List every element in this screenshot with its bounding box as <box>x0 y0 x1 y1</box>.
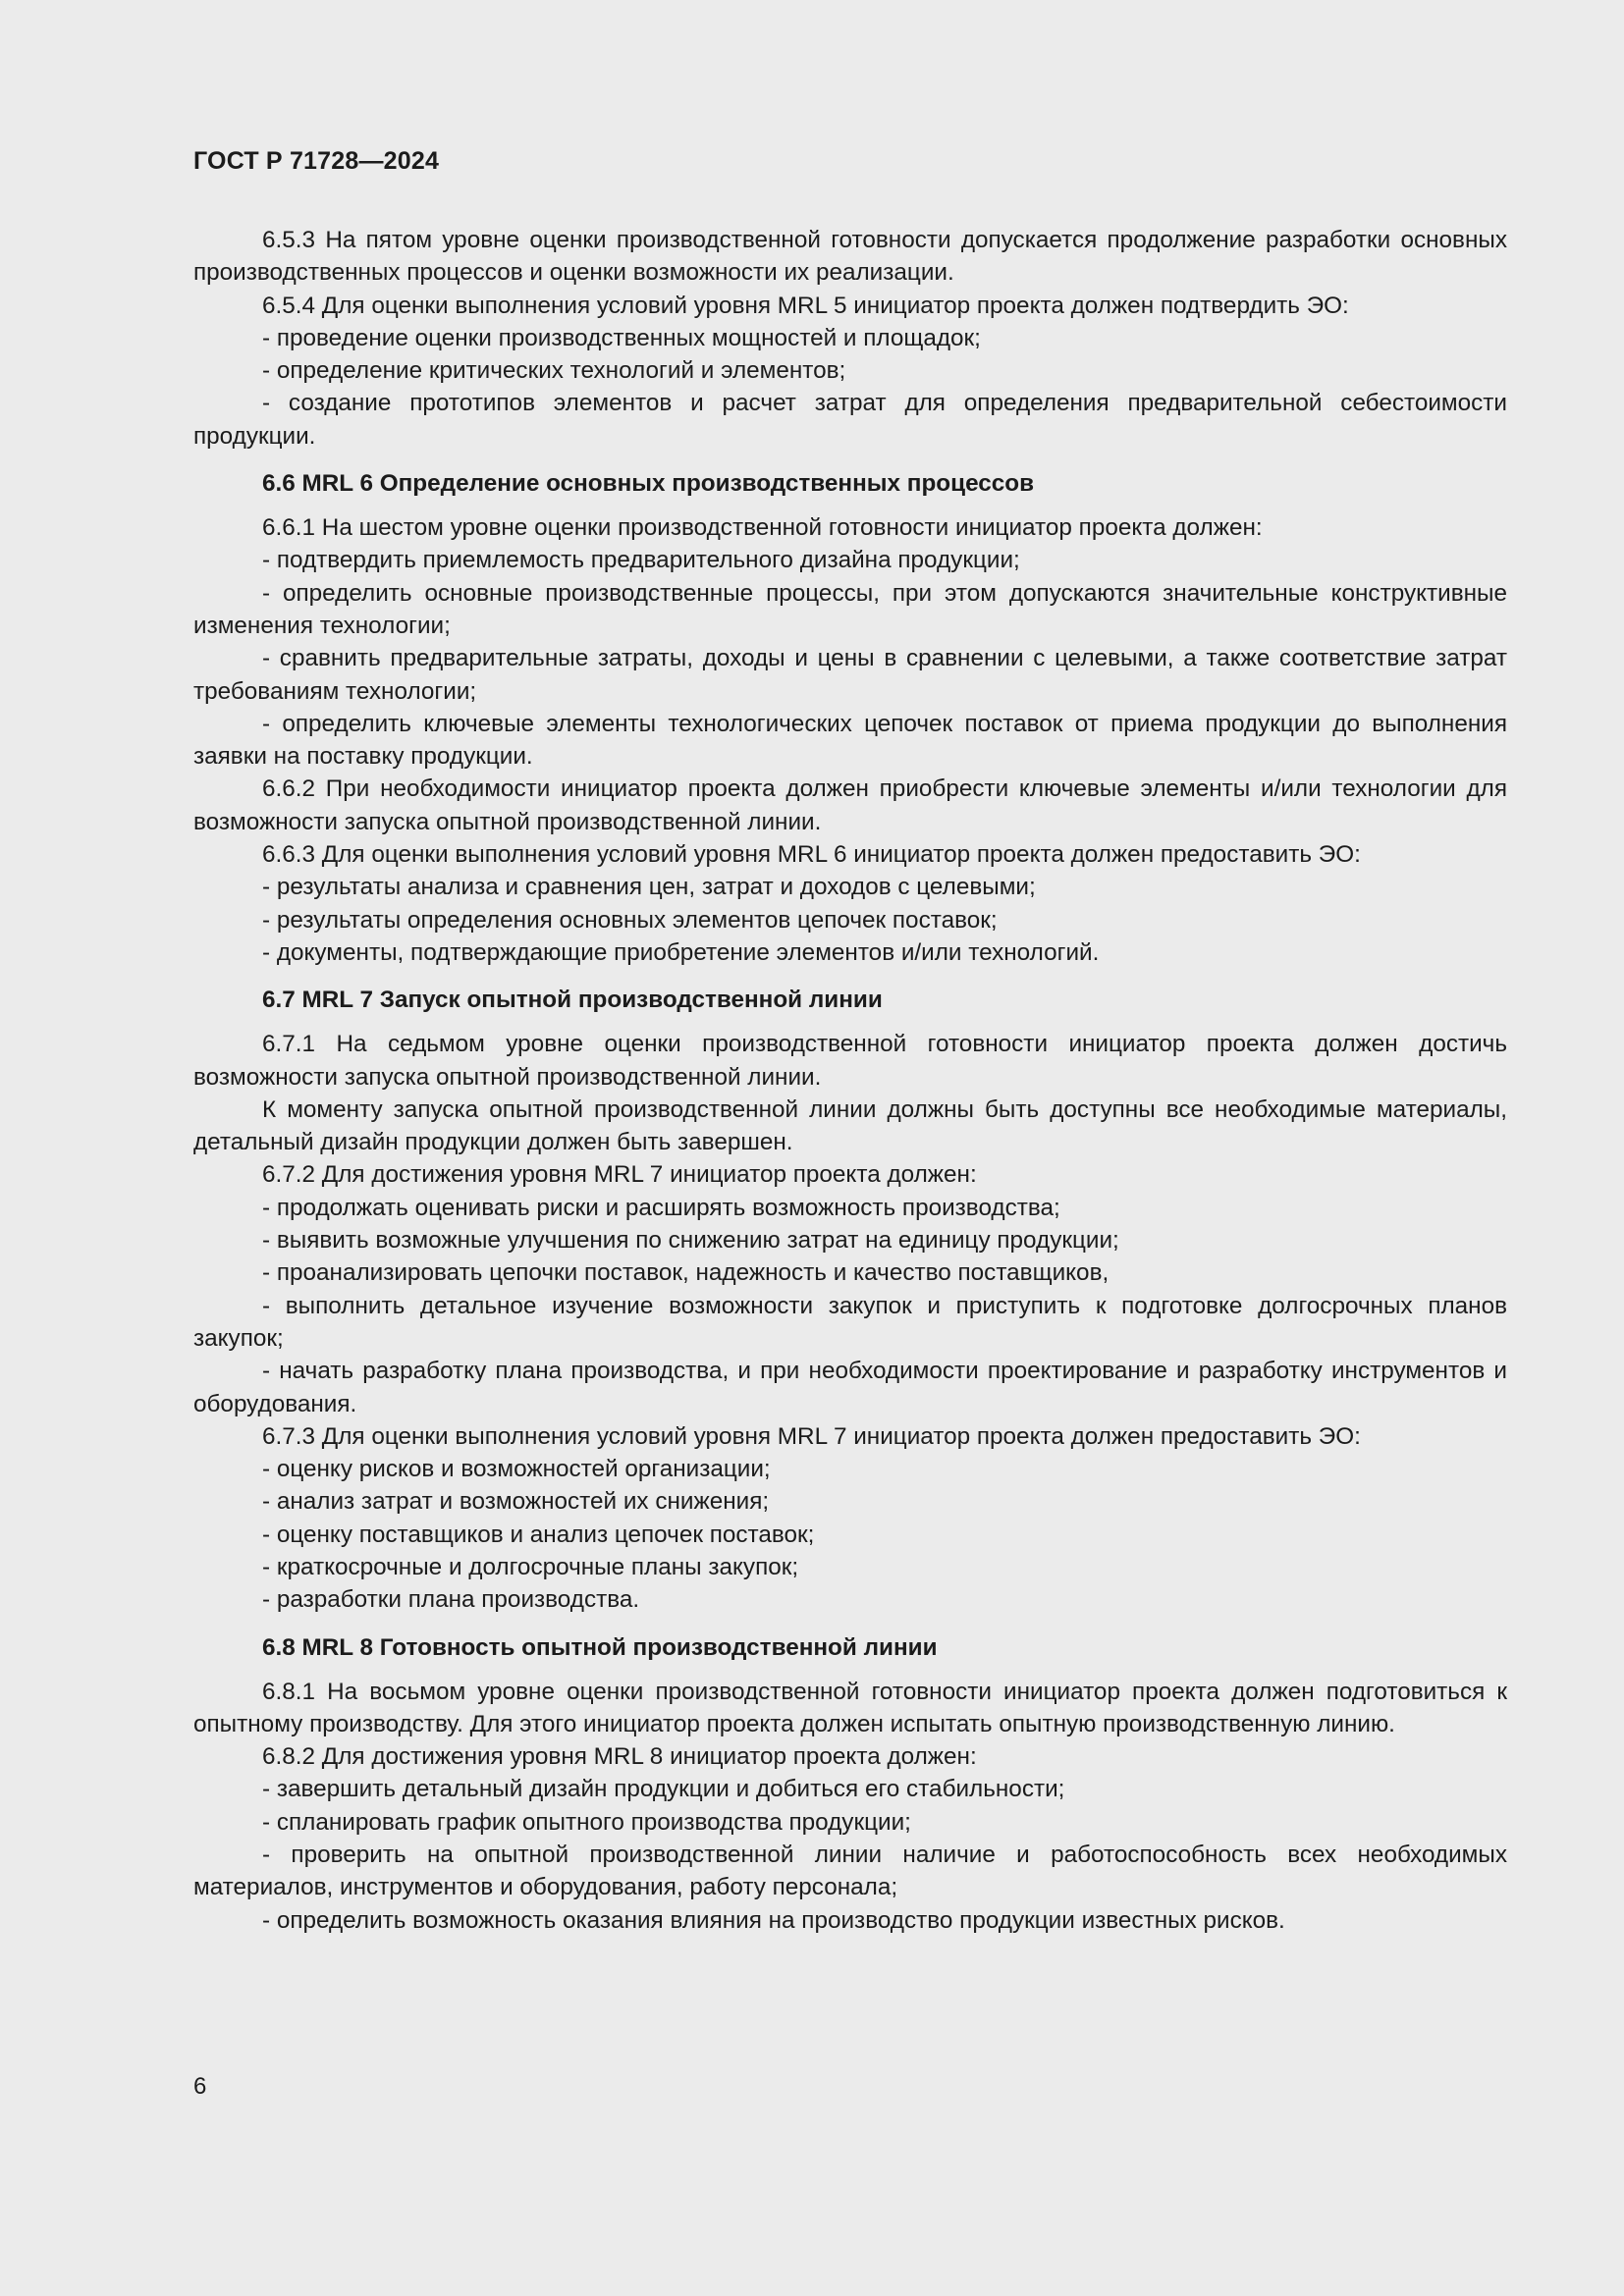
list-item: - начать разработку плана производства, и при необходимости проектирование и разработку инструментов и оборудования. <box>193 1358 1507 1417</box>
document-code-header: ГОСТ Р 71728—2024 <box>193 147 440 175</box>
list-item: - документы, подтверждающие приобретение элементов и/или технологий. <box>262 938 1100 966</box>
paragraph: 6.6.1 На шестом уровне оценки производственной готовности инициатор проекта должен: <box>262 514 1263 542</box>
section-heading: 6.7 MRL 7 Запуск опытной производственной линии <box>262 987 883 1014</box>
list-item: - результаты определения основных элементов цепочек поставок; <box>262 906 998 934</box>
list-item: - сравнить предварительные затраты, доходы и цены в сравнении с целевыми, а также соответствие затрат требованиям технологии; <box>193 645 1507 705</box>
paragraph: 6.6.2 При необходимости инициатор проекта должен приобрести ключевые элементы и/или технологии для возможности запуска опытной производственной линии. <box>193 775 1507 835</box>
list-item: - определение критических технологий и элементов; <box>262 357 846 385</box>
list-item: - результаты анализа и сравнения цен, затрат и доходов с целевыми; <box>262 874 1036 901</box>
paragraph: 6.7.3 Для оценки выполнения условий уровня MRL 7 инициатор проекта должен предоставить ЭО: <box>262 1422 1361 1450</box>
paragraph: 6.7.2 Для достижения уровня MRL 7 инициатор проекта должен: <box>262 1161 977 1189</box>
list-item: - выполнить детальное изучение возможности закупок и приступить к подготовке долгосрочных планов закупок; <box>193 1292 1507 1352</box>
document-body <box>193 224 1507 1937</box>
list-item: - выявить возможные улучшения по снижению затрат на единицу продукции; <box>262 1227 1119 1255</box>
list-item: - спланировать график опытного производства продукции; <box>262 1808 911 1836</box>
paragraph: 6.7.1 На седьмом уровне оценки производственной готовности инициатор проекта должен достичь возможности запуска опытной производственной линии. <box>193 1031 1507 1091</box>
list-item: - создание прототипов элементов и расчет затрат для определения предварительной себестоимости продукции. <box>193 390 1507 450</box>
list-item: - определить основные производственные процессы, при этом допускаются значительные конструктивные изменения технологии; <box>193 579 1507 639</box>
paragraph: К моменту запуска опытной производственной линии должны быть доступны все необходимые материалы, детальный дизайн продукции должен быть завершен. <box>193 1095 1507 1156</box>
list-item: - определить ключевые элементы технологических цепочек поставок от приема продукции до выполнения заявки на поставку продукции. <box>193 710 1507 771</box>
paragraph: 6.8.2 Для достижения уровня MRL 8 инициатор проекта должен: <box>262 1743 977 1771</box>
list-item: - проверить на опытной производственной линии наличие и работоспособность всех необходимых материалов, инструментов и оборудования, работу персонала; <box>193 1842 1507 1901</box>
list-item: - анализ затрат и возможностей их снижения; <box>262 1488 770 1516</box>
section-heading: 6.8 MRL 8 Готовность опытной производственной линии <box>262 1633 938 1661</box>
paragraph: 6.8.1 На восьмом уровне оценки производственной готовности инициатор проекта должен подготовиться к опытному производству. Для этого инициатор проекта должен испытать опытную производственную линию. <box>193 1678 1507 1737</box>
list-item: - проанализировать цепочки поставок, надежность и качество поставщиков, <box>262 1259 1110 1287</box>
list-item: - оценку рисков и возможностей организации; <box>262 1456 771 1483</box>
list-item: - проведение оценки производственных мощностей и площадок; <box>262 324 981 351</box>
list-item: - завершить детальный дизайн продукции и добиться его стабильности; <box>262 1776 1065 1803</box>
list-item: - разработки плана производства. <box>262 1586 640 1614</box>
list-item: - краткосрочные и долгосрочные планы закупок; <box>262 1553 799 1580</box>
paragraph: 6.5.4 Для оценки выполнения условий уровня MRL 5 инициатор проекта должен подтвердить ЭО: <box>262 292 1349 319</box>
paragraph: 6.5.3 На пятом уровне оценки производственной готовности допускается продолжение разработки основных производственных процессов и оценки возможности их реализации. <box>193 227 1507 287</box>
section-heading: 6.6 MRL 6 Определение основных производственных процессов <box>262 470 1035 498</box>
list-item: - продолжать оценивать риски и расширять возможность производства; <box>262 1194 1060 1221</box>
paragraph: 6.6.3 Для оценки выполнения условий уровня MRL 6 инициатор проекта должен предоставить ЭО: <box>262 841 1361 869</box>
list-item: - оценку поставщиков и анализ цепочек поставок; <box>262 1521 815 1548</box>
list-item: - определить возможность оказания влияния на производство продукции известных рисков. <box>262 1906 1285 1934</box>
list-item: - подтвердить приемлемость предварительного дизайна продукции; <box>262 547 1020 574</box>
page-number: 6 <box>193 2073 207 2100</box>
